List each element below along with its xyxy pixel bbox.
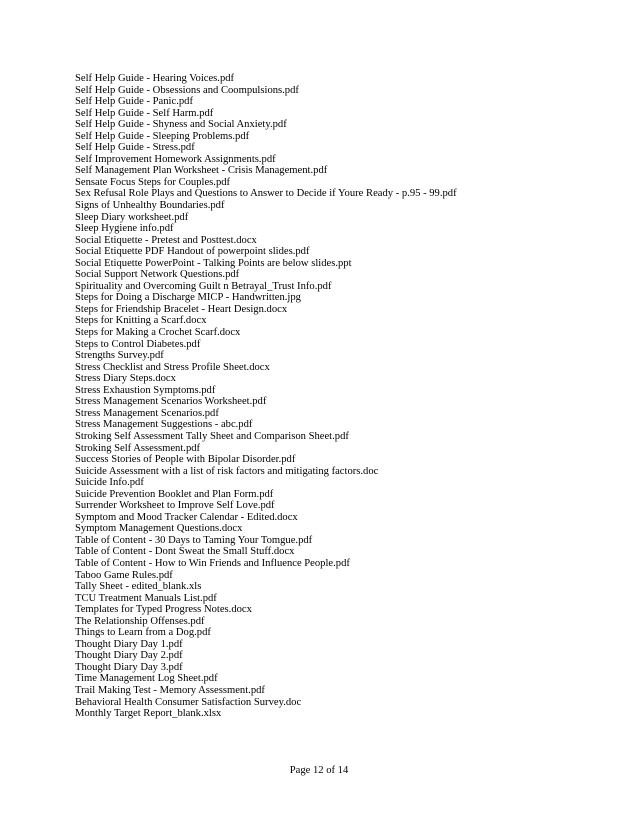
file-list-item: Stress Exhaustion Symptoms.pdf	[75, 384, 216, 396]
file-list-item: Social Etiquette PowerPoint - Talking Points are below slides.ppt	[75, 257, 352, 269]
file-list-item: Templates for Typed Progress Notes.docx	[75, 604, 252, 616]
file-list-item: Social Etiquette PDF Handout of powerpoint slides.pdf	[75, 246, 310, 258]
file-list-item: TCU Treatment Manuals List.pdf	[75, 592, 217, 604]
file-list-item: Surrender Worksheet to Improve Self Love.pdf	[75, 500, 275, 512]
file-list-item: Social Support Network Questions.pdf	[75, 269, 240, 281]
file-list-item: Self Help Guide - Self Harm.pdf	[75, 107, 214, 119]
file-list-item: Stress Diary Steps.docx	[75, 373, 176, 385]
file-list-item: Self Help Guide - Stress.pdf	[75, 142, 195, 154]
file-list-item: The Relationship Offenses.pdf	[75, 615, 205, 627]
file-list-item: Stress Checklist and Stress Profile Sheet.docx	[75, 361, 270, 373]
file-list-item: Steps for Friendship Bracelet - Heart Design.docx	[75, 303, 288, 315]
file-list-item: Sleep Diary worksheet.pdf	[75, 211, 189, 223]
file-list-item: Steps to Control Diabetes.pdf	[75, 338, 201, 350]
file-list-item: Social Etiquette - Pretest and Posttest.docx	[75, 234, 257, 246]
file-list-item: Signs of Unhealthy Boundaries.pdf	[75, 200, 225, 212]
file-list-item: Table of Content - How to Win Friends and Influence People.pdf	[75, 557, 350, 569]
file-list-item: Thought Diary Day 3.pdf	[75, 661, 183, 673]
file-list-item: Success Stories of People with Bipolar Disorder.pdf	[75, 454, 296, 466]
file-list-item: Table of Content - 30 Days to Taming Your Tomgue.pdf	[75, 534, 313, 546]
file-list-item: Stress Management Scenarios Worksheet.pdf	[75, 396, 267, 408]
file-list-item: Taboo Game Rules.pdf	[75, 569, 173, 581]
file-list-item: Steps for Doing a Discharge MICP - Handwritten.jpg	[75, 292, 301, 304]
file-list-item: Symptom Management Questions.docx	[75, 523, 243, 535]
file-list	[75, 73, 595, 720]
file-list-item: Self Help Guide - Hearing Voices.pdf	[75, 73, 235, 84]
file-list-item: Things to Learn from a Dog.pdf	[75, 627, 211, 639]
file-list-item: Sex Refusal Role Plays and Questions to Answer to Decide if Youre Ready - p.95 - 99.pdf	[75, 188, 457, 200]
file-list-item: Self Management Plan Worksheet - Crisis Management.pdf	[75, 165, 328, 177]
file-list-item: Suicide Info.pdf	[75, 477, 144, 489]
file-list-item: Self Help Guide - Sleeping Problems.pdf	[75, 130, 250, 142]
file-list-item: Suicide Prevention Booklet and Plan Form.pdf	[75, 488, 274, 500]
file-list-item: Self Improvement Homework Assignments.pdf	[75, 153, 276, 165]
file-list-item: Thought Diary Day 1.pdf	[75, 638, 183, 650]
file-list-item: Self Help Guide - Shyness and Social Anxiety.pdf	[75, 119, 287, 131]
file-list-item: Steps for Knitting a Scarf.docx	[75, 315, 207, 327]
file-list-item: Stroking Self Assessment.pdf	[75, 442, 201, 454]
file-list-item: Symptom and Mood Tracker Calendar - Edited.docx	[75, 511, 298, 523]
file-list-item: Suicide Assessment with a list of risk factors and mitigating factors.doc	[75, 465, 379, 477]
file-list-item: Stress Management Suggestions - abc.pdf	[75, 419, 253, 431]
file-list-item: Time Management Log Sheet.pdf	[75, 673, 218, 685]
file-list-item: Table of Content - Dont Sweat the Small Stuff.docx	[75, 546, 295, 558]
page-number: Page 12 of 14	[289, 765, 349, 776]
file-list-item: Stress Management Scenarios.pdf	[75, 407, 219, 419]
file-list-item: Tally Sheet - edited_blank.xls	[75, 581, 202, 593]
file-list-item: Spirituality and Overcoming Guilt n Betrayal_Trust Info.pdf	[75, 280, 332, 292]
file-list-item: Strengths Survey.pdf	[75, 350, 164, 362]
file-list-item: Sensate Focus Steps for Couples.pdf	[75, 176, 231, 188]
file-list-item: Behavioral Health Consumer Satisfaction Survey.doc	[75, 696, 302, 708]
file-list-item: Sleep Hygiene info.pdf	[75, 223, 174, 235]
file-list-item: Thought Diary Day 2.pdf	[75, 650, 183, 662]
file-list-item: Self Help Guide - Obsessions and Coompulsions.pdf	[75, 84, 299, 96]
file-list-item: Trail Making Test - Memory Assessment.pdf	[75, 684, 265, 696]
file-list-item: Stroking Self Assessment Tally Sheet and Comparison Sheet.pdf	[75, 430, 349, 442]
file-list-item: Monthly Target Report_blank.xlsx	[75, 708, 222, 720]
file-list-item: Self Help Guide - Panic.pdf	[75, 96, 193, 108]
file-list-item: Steps for Making a Crochet Scarf.docx	[75, 327, 241, 339]
